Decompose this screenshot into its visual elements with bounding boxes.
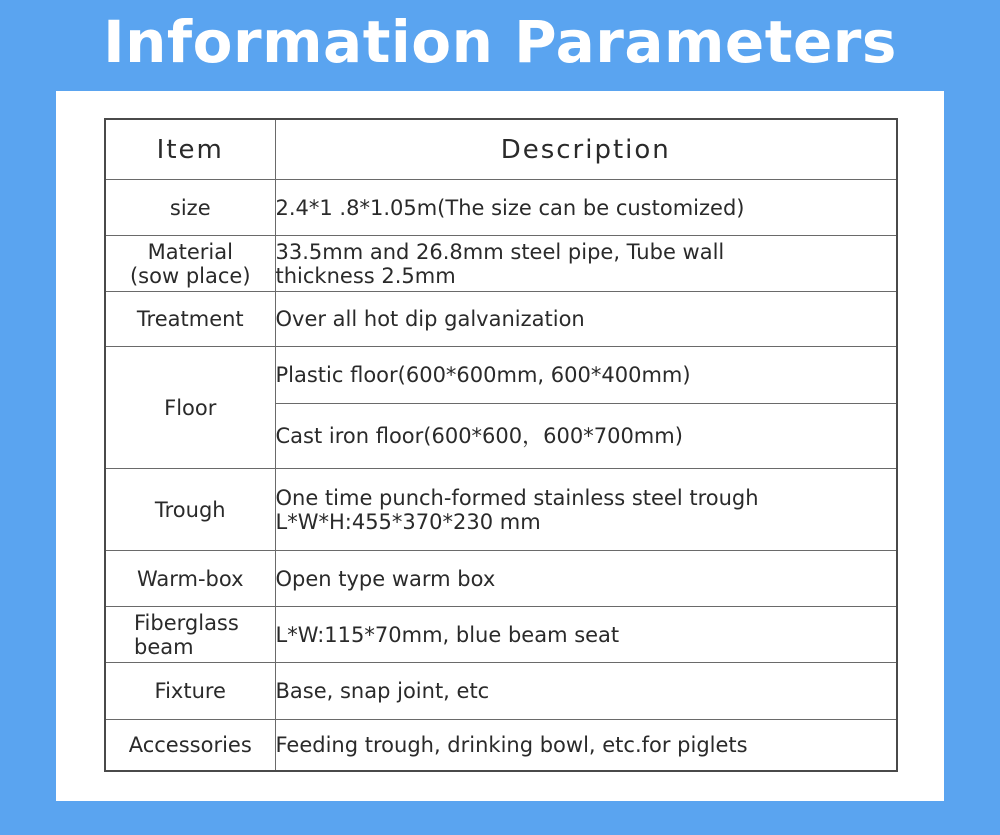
table-header-row bbox=[105, 119, 897, 180]
row-fixture-item: Fixture bbox=[105, 663, 275, 720]
row-material-description-line1: 33.5mm and 26.8mm steel pipe, Tube wall bbox=[275, 239, 725, 264]
page-title: Information Parameters bbox=[103, 8, 897, 76]
table-row bbox=[105, 607, 897, 663]
table-row bbox=[105, 180, 897, 236]
row-material-description-line2: thickness 2.5mm bbox=[275, 263, 456, 288]
row-trough-description-line1: One time punch-formed stainless steel trough bbox=[275, 485, 759, 510]
table-row bbox=[105, 663, 897, 720]
parameters-table bbox=[104, 118, 898, 772]
row-material-item-line2: (sow place) bbox=[129, 263, 251, 288]
row-fixture-description: Base, snap joint, etc bbox=[275, 663, 897, 720]
row-fiberglass-beam-description: L*W:115*70mm, blue beam seat bbox=[275, 607, 897, 663]
table-row bbox=[105, 469, 897, 551]
row-trough-item: Trough bbox=[105, 469, 275, 551]
row-material-item bbox=[105, 236, 275, 292]
table-row bbox=[105, 347, 897, 404]
row-floor-item: Floor bbox=[105, 347, 275, 469]
row-warm-box-item: Warm-box bbox=[105, 551, 275, 607]
row-fiberglass-beam-item bbox=[105, 607, 275, 663]
row-fiberglass-beam-item-line1: Fiberglass bbox=[134, 610, 239, 635]
row-fiberglass-beam-item-line2: beam bbox=[134, 634, 194, 659]
table-row bbox=[105, 551, 897, 607]
row-floor-description-1: Plastic floor(600*600mm, 600*400mm) bbox=[275, 347, 897, 404]
table-row bbox=[105, 292, 897, 347]
row-treatment-description: Over all hot dip galvanization bbox=[275, 292, 897, 347]
row-size-item: size bbox=[105, 180, 275, 236]
table-row bbox=[105, 720, 897, 772]
row-trough-description-line2: L*W*H:455*370*230 mm bbox=[275, 509, 541, 534]
row-accessories-description: Feeding trough, drinking bowl, etc.for piglets bbox=[275, 720, 897, 772]
row-accessories-item: Accessories bbox=[105, 720, 275, 772]
row-trough-description bbox=[275, 469, 897, 551]
header-item: Item bbox=[105, 119, 275, 180]
header-description: Description bbox=[275, 119, 897, 180]
row-material-item-line1: Material bbox=[147, 239, 233, 264]
table-row bbox=[105, 236, 897, 292]
row-size-description: 2.4*1 .8*1.05m(The size can be customized) bbox=[275, 180, 897, 236]
row-floor-description-2: Cast iron floor(600*600，600*700mm) bbox=[275, 404, 897, 469]
row-warm-box-description: Open type warm box bbox=[275, 551, 897, 607]
row-treatment-item: Treatment bbox=[105, 292, 275, 347]
row-material-description bbox=[275, 236, 897, 292]
